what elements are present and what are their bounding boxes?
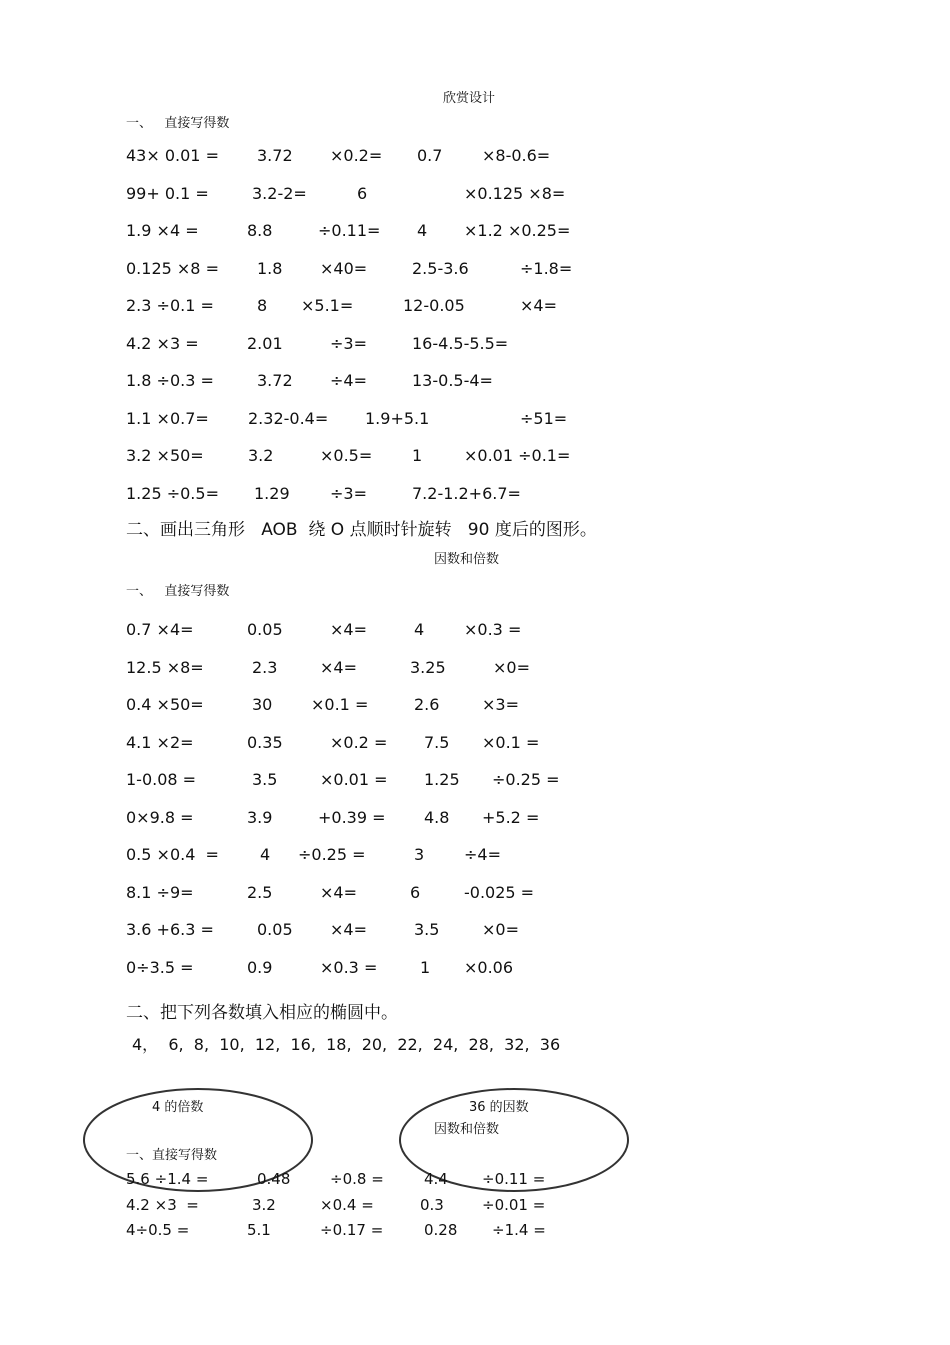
exercise-cell: 2.5: [247, 882, 273, 902]
exercise-cell: 12.5 ×8=: [126, 657, 204, 677]
exercise-cell: ×0.01 =: [320, 770, 388, 789]
exercise-cell: ÷0.11=: [318, 221, 381, 240]
exercise-cell: 3.2: [248, 446, 274, 465]
exercise-cell: 16-4.5-5.5=: [412, 333, 509, 353]
exercise-cell: 4.8: [424, 807, 450, 827]
exercise-cell: 0.7: [417, 146, 443, 165]
exercise-cell: 1.8 ÷0.3 =: [126, 371, 214, 390]
section-title: 因数和倍数: [434, 1122, 500, 1137]
exercise-cell: ×4=: [330, 620, 367, 639]
exercise-cell: 2.01: [247, 333, 283, 353]
exercise-cell: 6: [410, 882, 421, 902]
exercise-cell: 3.72: [257, 146, 293, 165]
exercise-cell: 4÷0.5 =: [126, 1221, 190, 1239]
exercise-cell: ×4=: [320, 657, 357, 677]
exercise-cell: 1-0.08 =: [126, 770, 197, 789]
exercise-cell: 8.8: [247, 221, 273, 240]
exercise-cell: 3.2: [252, 1195, 276, 1214]
exercise-cell: 43× 0.01 =: [126, 146, 219, 165]
exercise-cell: 3: [414, 845, 425, 864]
exercise-cell: 0.4 ×50=: [126, 695, 204, 714]
exercise-cell: 1.29: [254, 483, 290, 503]
exercise-cell: ×0.01 ÷0.1=: [464, 446, 571, 465]
exercise-cell: +5.2 =: [482, 807, 540, 827]
exercise-cell: 4: [414, 620, 425, 639]
exercise-cell: 2.6: [414, 695, 440, 714]
exercise-cell: 2.5-3.6: [412, 258, 469, 278]
exercise-cell: ×0=: [482, 920, 519, 939]
exercise-cell: 0.05: [247, 620, 283, 639]
exercise-cell: 3.25: [410, 657, 446, 677]
exercise-cell: +0.39 =: [318, 807, 386, 827]
exercise-cell: ÷0.01 =: [482, 1195, 546, 1214]
task-rotate-triangle: 二、画出三角形 AOB 绕 O 点顺时针旋转 90 度后的图形。: [126, 520, 597, 540]
exercise-cell: ×8-0.6=: [482, 146, 551, 165]
exercise-cell: 1.9 ×4 =: [126, 221, 199, 240]
exercise-cell: ×0.2 =: [330, 732, 388, 752]
exercise-cell: ×40=: [320, 258, 368, 278]
exercise-cell: ×0=: [493, 657, 530, 677]
exercise-cell: ×0.06: [464, 957, 514, 977]
exercise-cell: 0.125 ×8 =: [126, 258, 219, 278]
ellipse-left-label: 4 的倍数: [152, 1100, 204, 1115]
exercise-cell: 6: [357, 183, 368, 203]
exercise-cell: -0.025 =: [464, 882, 535, 902]
exercise-cell: 13-0.5-4=: [412, 371, 493, 390]
section-heading: 一、 直接写得数: [126, 584, 230, 599]
exercise-cell: 0.5 ×0.4 =: [126, 845, 219, 864]
exercise-cell: 0÷3.5 =: [126, 957, 194, 977]
exercise-cell: 0.05: [257, 920, 293, 939]
exercise-cell: ×4=: [520, 296, 557, 315]
exercise-cell: 5.1: [247, 1221, 271, 1239]
exercise-cell: 4.1 ×2=: [126, 732, 194, 752]
exercise-cell: 3.6 +6.3 =: [126, 920, 214, 939]
exercise-cell: ÷3=: [330, 483, 367, 503]
exercise-cell: ÷0.17 =: [320, 1221, 384, 1239]
section-heading: 一、直接写得数: [126, 1148, 218, 1163]
exercise-cell: ÷0.25 =: [298, 845, 366, 864]
exercise-cell: 0.7 ×4=: [126, 620, 194, 639]
exercise-cell: ×0.3 =: [464, 620, 522, 639]
exercise-cell: 1.25 ÷0.5=: [126, 483, 219, 503]
exercise-cell: ÷1.4 =: [492, 1221, 546, 1239]
task-fill-ellipses: 二、把下列各数填入相应的椭圆中。: [126, 1003, 398, 1023]
exercise-cell: 2.3 ÷0.1 =: [126, 296, 214, 315]
exercise-cell: 4.4: [424, 1170, 448, 1188]
exercise-cell: 4: [417, 221, 428, 240]
exercise-cell: ÷1.8=: [520, 258, 573, 278]
exercise-cell: ×1.2 ×0.25=: [464, 221, 571, 240]
exercise-cell: 1: [412, 446, 423, 465]
exercise-cell: ÷3=: [330, 333, 367, 353]
exercise-cell: 4.2 ×3 =: [126, 1195, 199, 1214]
section-heading: 一、 直接写得数: [126, 116, 230, 131]
exercise-cell: ÷0.11 =: [482, 1170, 546, 1188]
exercise-cell: 3.2-2=: [252, 183, 307, 203]
exercise-cell: 0.35: [247, 732, 283, 752]
exercise-cell: 12-0.05: [403, 296, 465, 315]
section-title: 因数和倍数: [434, 552, 500, 567]
exercise-cell: 8: [257, 296, 268, 315]
exercise-cell: 5.6 ÷1.4 =: [126, 1170, 209, 1188]
exercise-cell: 3.2 ×50=: [126, 446, 204, 465]
exercise-cell: 4: [260, 845, 271, 864]
exercise-cell: ÷0.8 =: [330, 1170, 384, 1188]
exercise-cell: ×0.2=: [330, 146, 383, 165]
exercise-cell: 4.2 ×3 =: [126, 333, 199, 353]
exercise-cell: 3.9: [247, 807, 273, 827]
exercise-cell: ×0.4 =: [320, 1195, 374, 1214]
exercise-cell: 1.9+5.1: [365, 408, 430, 428]
exercise-cell: ×4=: [320, 882, 357, 902]
exercise-cell: ×5.1=: [301, 296, 354, 315]
exercise-cell: ×3=: [482, 695, 519, 714]
exercise-cell: 1.25: [424, 770, 460, 789]
exercise-cell: ×4=: [330, 920, 367, 939]
exercise-cell: ×0.5=: [320, 446, 373, 465]
exercise-cell: 1.8: [257, 258, 283, 278]
exercise-cell: 2.3: [252, 657, 278, 677]
exercise-cell: ×0.125 ×8=: [464, 183, 566, 203]
exercise-cell: ×0.1 =: [482, 732, 540, 752]
exercise-cell: 7.5: [424, 732, 450, 752]
exercise-cell: 1.1 ×0.7=: [126, 408, 209, 428]
exercise-cell: 0.9: [247, 957, 273, 977]
exercise-cell: 0.48: [257, 1170, 291, 1188]
exercise-cell: ×0.3 =: [320, 957, 378, 977]
exercise-cell: ÷4=: [330, 371, 367, 390]
exercise-cell: 3.72: [257, 371, 293, 390]
exercise-cell: 7.2-1.2+6.7=: [412, 483, 521, 503]
ellipse-right-label: 36 的因数: [469, 1100, 529, 1115]
exercise-cell: 1: [420, 957, 431, 977]
exercise-cell: 8.1 ÷9=: [126, 882, 194, 902]
exercise-cell: ÷0.25 =: [492, 770, 560, 789]
page-title: 欣赏设计: [443, 91, 496, 106]
exercise-cell: ÷4=: [464, 845, 501, 864]
exercise-cell: ×0.1 =: [311, 695, 369, 714]
number-list: 4， 6, 8, 10, 12, 16, 18, 20, 22, 24, 28, 32, 36: [132, 1035, 561, 1054]
exercise-cell: 3.5: [252, 770, 278, 789]
exercise-cell: 99+ 0.1 =: [126, 183, 209, 203]
exercise-cell: 0.3: [420, 1195, 444, 1214]
exercise-cell: 0.28: [424, 1221, 458, 1239]
exercise-cell: 0×9.8 =: [126, 807, 194, 827]
exercise-cell: ÷51=: [520, 408, 568, 428]
exercise-cell: 30: [252, 695, 273, 714]
exercise-cell: 2.32-0.4=: [248, 408, 329, 428]
exercise-cell: 3.5: [414, 920, 440, 939]
